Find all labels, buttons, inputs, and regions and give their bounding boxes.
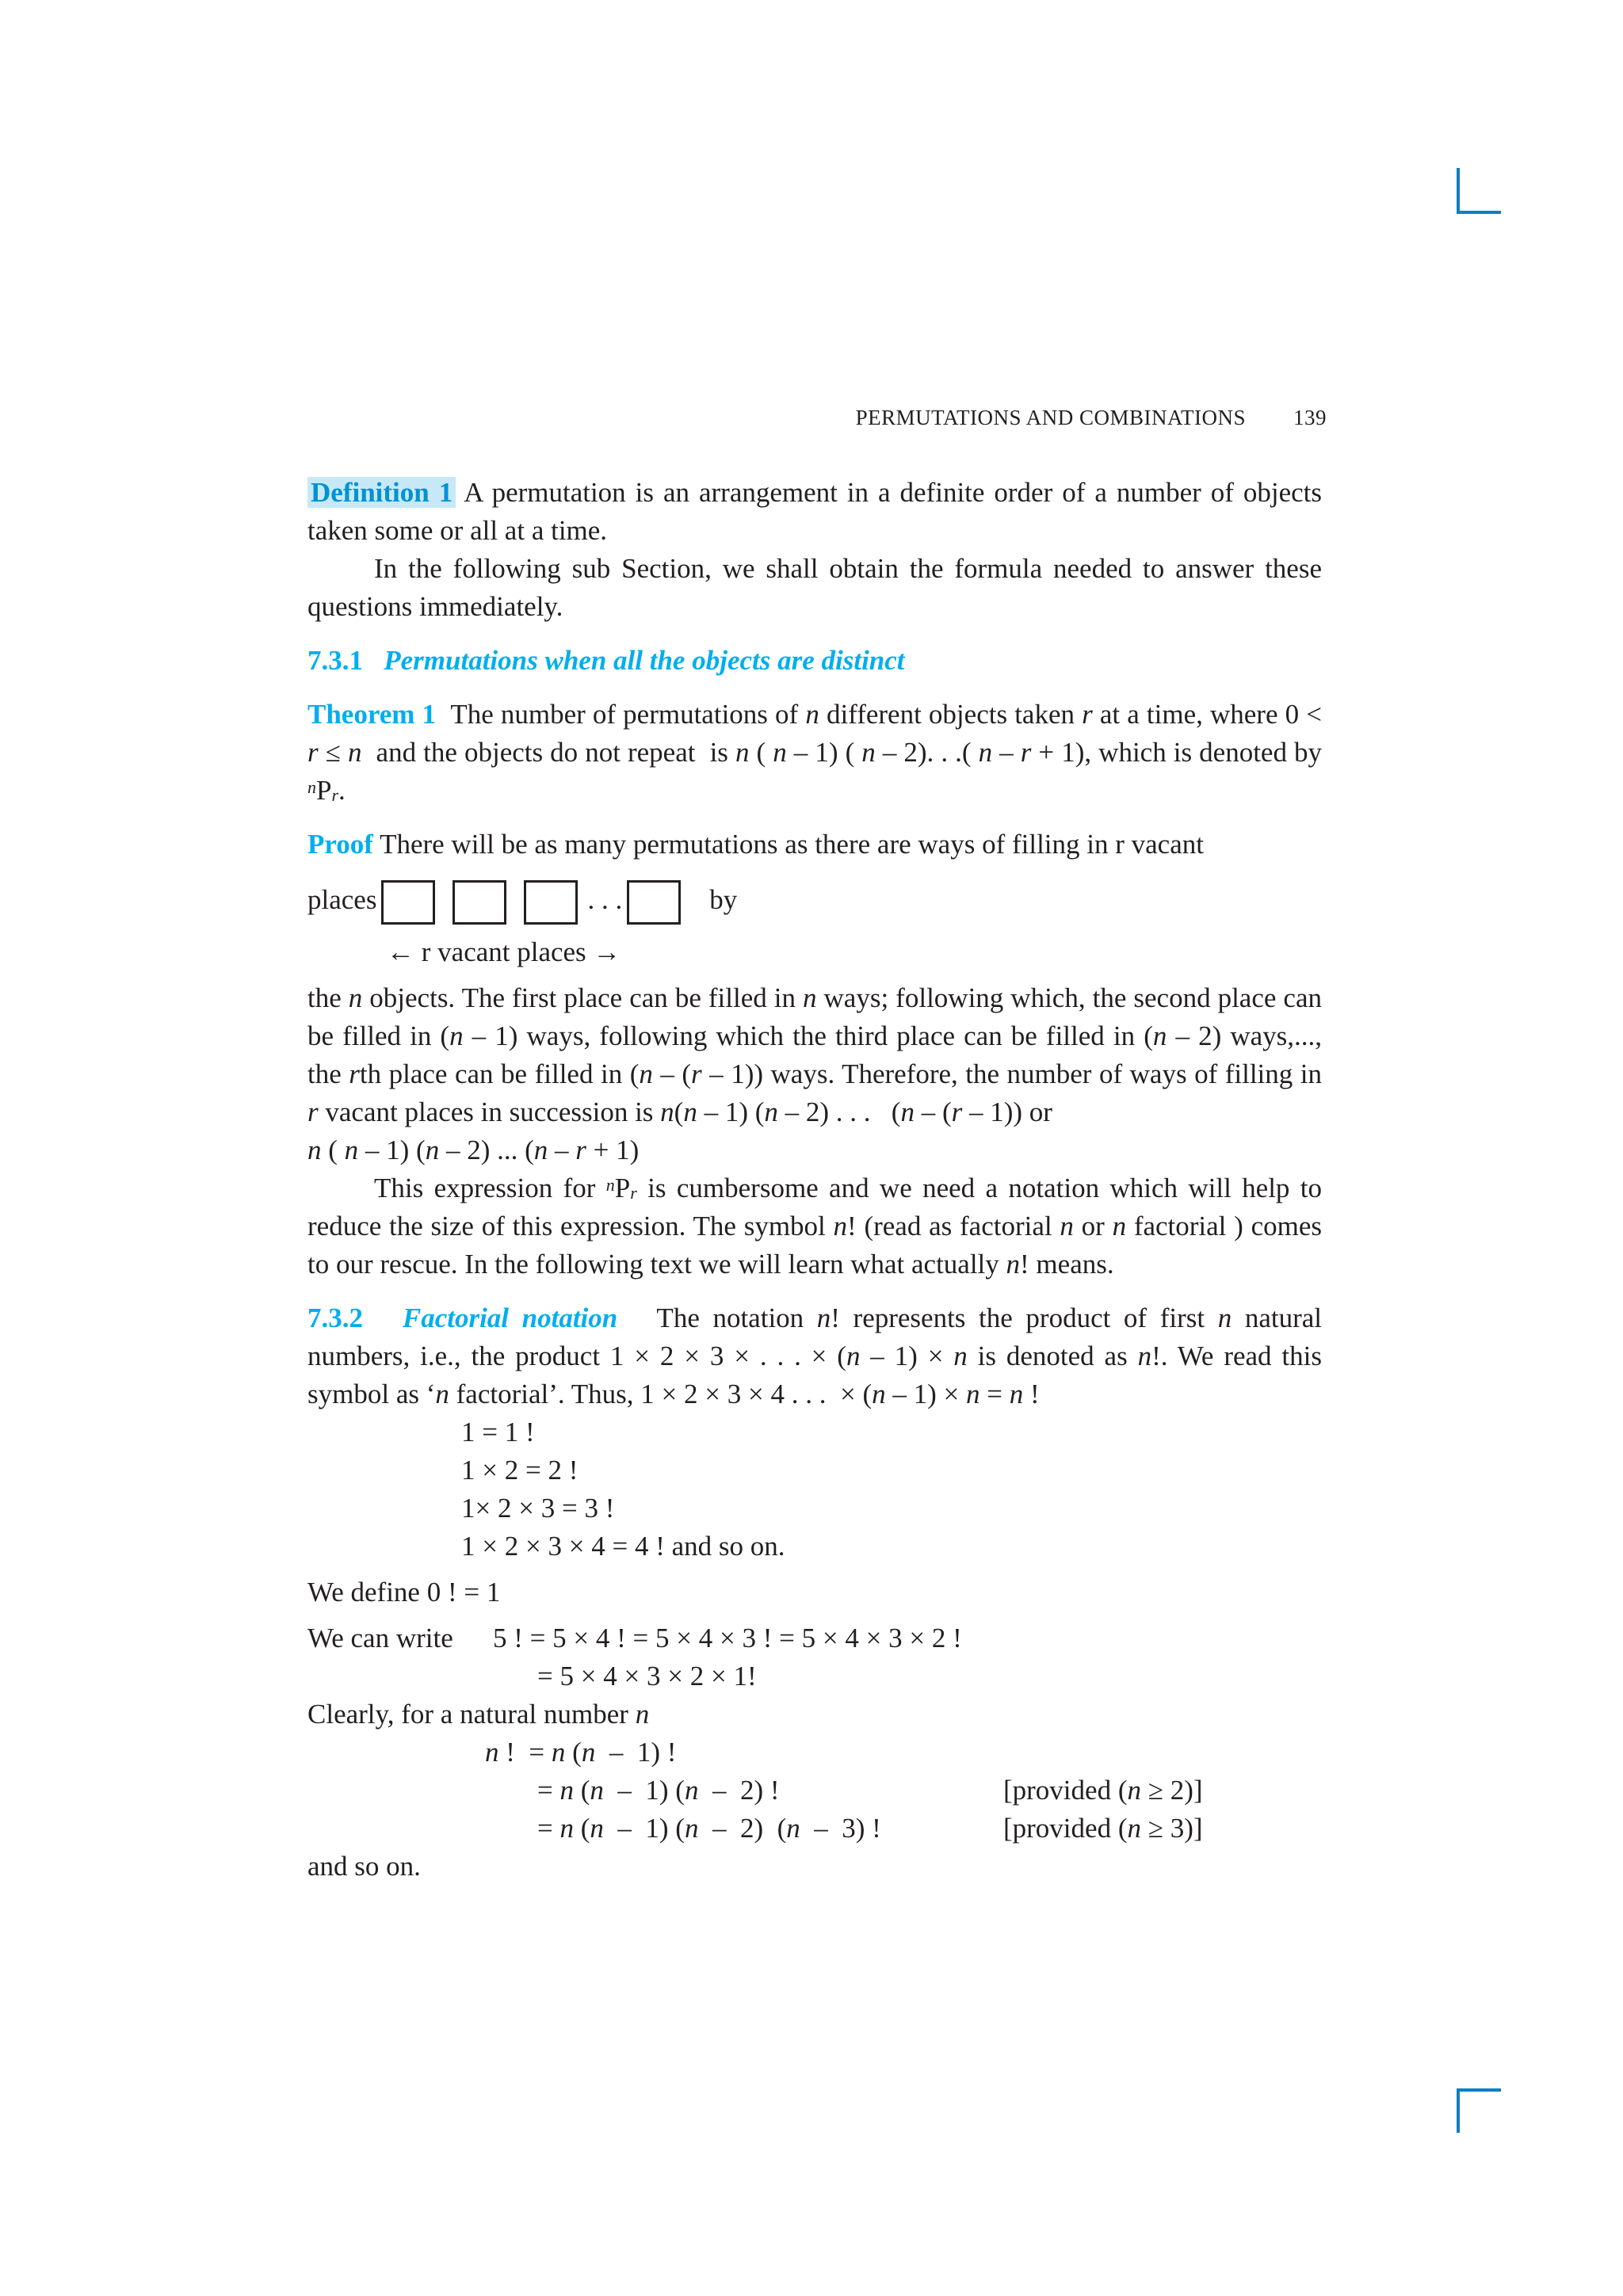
- section-heading-731: [307, 642, 1322, 680]
- section-title: Permutations when all the objects are distinct: [384, 645, 905, 676]
- factorial-paragraph: 7.3.2 Factorial notation The notation n! represents the product of first n natural numbers, i.e., the product 1 × 2 × 3 × . . . × (n – 1) × n is denoted as n!. We read this symbol as ‘n factorial’. Thus, 1 × 2 × 3 × 4 . . . × (n – 1) × n = n !: [307, 1302, 1322, 1409]
- section-title: Factorial notation: [402, 1302, 618, 1333]
- page-header: [307, 406, 1327, 430]
- natural-number-intro: Clearly, for a natural number n: [307, 1699, 650, 1730]
- by-label: by: [709, 884, 738, 915]
- expression-paragraph: This expression for $^nP_r$ is cumbersome and we need a notation which will help to reduce the size of this expression. The symbol n! (read as factorial n or n factorial ) comes to our rescue. In the following text we will learn what actually n! means.: [307, 1173, 1323, 1280]
- factorial-example: 1× 2 × 3 = 3 !: [461, 1493, 615, 1524]
- intro-paragraph: In the following sub Section, we shall obtain the formula needed to answer these questions immediately.: [307, 553, 1322, 622]
- vacant-places-caption: ← r vacant places →: [387, 936, 621, 967]
- factorial-example: 1 × 2 = 2 !: [461, 1455, 579, 1486]
- crop-mark: [1457, 168, 1460, 212]
- crop-mark: [1457, 211, 1501, 214]
- vacant-box: [627, 880, 681, 925]
- page-number: 139: [1293, 406, 1327, 429]
- definition-text: A permutation is an arrangement in a definite order of a number of objects taken some or all at a time.: [307, 477, 1322, 546]
- proof-line: [307, 826, 1322, 864]
- crop-mark: [1457, 2088, 1501, 2092]
- condition-note: [provided (n ≥ 3)]: [1003, 1813, 1203, 1844]
- proof-body: the n objects. The first place can be filled in n ways; following which, the second place can be filled in (n – 1) ways, following which the third place can be filled in (n – 2) ways,..., the rth place can be filled in (n – (r – 1)) ways. Therefore, the number of ways of filling in r vacant places in succession is n(n – 1) (n – 2) . . . (n – (r – 1)) or n ( n – 1) (n – 2) ... (n – r + 1): [307, 982, 1323, 1165]
- we-can-write-label: We can write: [307, 1623, 453, 1653]
- places-label: places: [307, 884, 377, 915]
- vacant-places-row: [307, 878, 737, 925]
- recursion-line: = n (n – 1) (n – 2) !: [537, 1775, 780, 1806]
- places-ellipsis: . . .: [587, 884, 623, 915]
- recursion-line: n ! = n (n – 1) !: [485, 1737, 677, 1768]
- recursion-line: = n (n – 1) (n – 2) (n – 3) !: [537, 1813, 881, 1844]
- proof-text: There will be as many permutations as there are ways of filling in r vacant: [380, 829, 1204, 860]
- condition-note: [provided (n ≥ 2)]: [1003, 1775, 1203, 1806]
- expansion-line: 5 ! = 5 × 4 ! = 5 × 4 × 3 ! = 5 × 4 × 3 × 2 !: [493, 1623, 962, 1653]
- expansion-line: = 5 × 4 × 3 × 2 × 1!: [537, 1661, 757, 1691]
- theorem-paragraph: Theorem 1 The number of permutations of n different objects taken r at a time, where 0 < r ≤ n and the objects do not repeat is n ( n – 1) ( n – 2). . .( n – r + 1), which is denoted by $^nP_r$.: [307, 699, 1323, 806]
- section-number: 7.3.2: [307, 1302, 363, 1333]
- crop-mark: [1457, 2088, 1460, 2133]
- theorem-label: Theorem 1: [307, 699, 437, 730]
- vacant-box: [524, 880, 578, 925]
- running-title: PERMUTATIONS AND COMBINATIONS: [855, 406, 1246, 429]
- vacant-box: [381, 880, 435, 925]
- section-number: 7.3.1: [307, 645, 363, 676]
- zero-factorial-definition: We define 0 ! = 1: [307, 1577, 501, 1608]
- vacant-box: [453, 880, 506, 925]
- definition-paragraph: [307, 474, 1322, 550]
- factorial-example: 1 × 2 × 3 × 4 = 4 ! and so on.: [461, 1531, 785, 1562]
- factorial-example: 1 = 1 !: [461, 1417, 535, 1447]
- definition-label: Definition 1: [307, 477, 456, 508]
- and-so-on: and so on.: [307, 1851, 421, 1882]
- proof-label: Proof: [307, 829, 373, 860]
